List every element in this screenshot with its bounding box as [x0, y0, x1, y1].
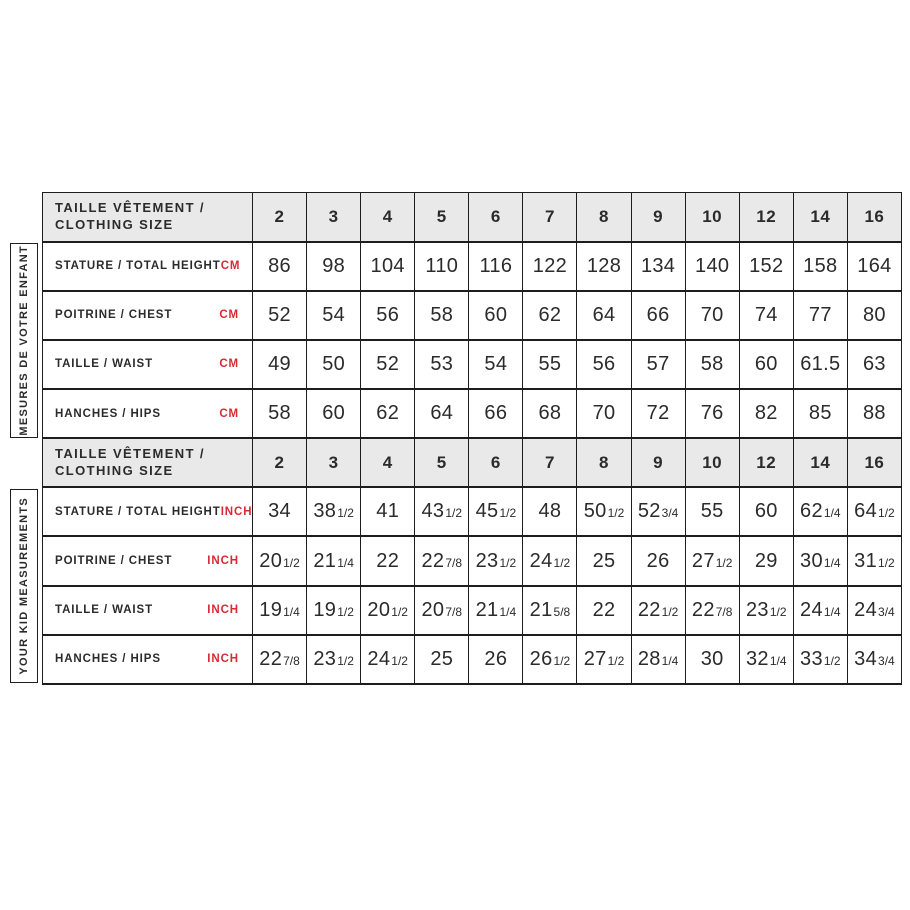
size-header-cell: 12 — [739, 193, 793, 242]
size-header-cell: 4 — [361, 438, 415, 487]
value-cell: 227/8 — [253, 635, 307, 684]
value-cell: 221/2 — [631, 586, 685, 635]
value-cell: 58 — [253, 389, 307, 438]
value-cell: 451/2 — [469, 487, 523, 536]
measure-label: STATURE / TOTAL HEIGHT — [55, 505, 221, 518]
measure-row — [43, 635, 902, 684]
value-cell: 30 — [685, 635, 739, 684]
header-label-line: CLOTHING SIZE — [55, 216, 174, 232]
value-cell: 331/2 — [793, 635, 847, 684]
value-cell: 523/4 — [631, 487, 685, 536]
value-cell: 55 — [523, 340, 577, 389]
value-cell: 207/8 — [415, 586, 469, 635]
measure-label: HANCHES / HIPS — [55, 407, 161, 420]
size-header-cell: 2 — [253, 193, 307, 242]
value-cell: 122 — [523, 242, 577, 291]
measure-label: TAILLE / WAIST — [55, 358, 153, 371]
value-cell: 191/2 — [307, 586, 361, 635]
value-cell: 201/2 — [361, 586, 415, 635]
measure-label-cell — [43, 536, 253, 585]
clothing-size-header-cell — [43, 193, 253, 242]
measure-label-wrap — [43, 604, 252, 616]
measure-row — [43, 242, 902, 291]
header-label-line: CLOTHING SIZE — [55, 462, 174, 478]
value-cell: 227/8 — [685, 586, 739, 635]
measure-label: STATURE / TOTAL HEIGHT — [55, 260, 221, 273]
cm-section-side-box — [10, 243, 38, 438]
value-cell: 431/2 — [415, 487, 469, 536]
value-cell: 22 — [577, 586, 631, 635]
unit-label: INCH — [220, 505, 253, 518]
value-cell: 231/2 — [739, 586, 793, 635]
measure-label-cell — [43, 389, 253, 438]
value-cell: 76 — [685, 389, 739, 438]
measure-label-cell — [43, 586, 253, 635]
value-cell: 381/2 — [307, 487, 361, 536]
value-cell: 311/2 — [847, 536, 901, 585]
header-label-line: TAILLE VÊTEMENT / — [55, 199, 205, 215]
value-cell: 57 — [631, 340, 685, 389]
value-cell: 215/8 — [523, 586, 577, 635]
value-cell: 74 — [739, 291, 793, 340]
value-cell: 58 — [685, 340, 739, 389]
value-cell: 25 — [577, 536, 631, 585]
measure-label: POITRINE / CHEST — [55, 555, 173, 568]
value-cell: 158 — [793, 242, 847, 291]
value-cell: 116 — [469, 242, 523, 291]
value-cell: 26 — [469, 635, 523, 684]
value-cell: 241/4 — [793, 586, 847, 635]
value-cell: 80 — [847, 291, 901, 340]
value-cell: 49 — [253, 340, 307, 389]
value-cell: 55 — [685, 487, 739, 536]
inch-section-side-label: YOUR KID MEASUREMENTS — [18, 497, 30, 675]
measure-row — [43, 340, 902, 389]
size-header-cell: 10 — [685, 193, 739, 242]
measure-label-cell — [43, 635, 253, 684]
size-header-cell: 6 — [469, 193, 523, 242]
size-header-cell: 7 — [523, 193, 577, 242]
size-header-cell: 3 — [307, 438, 361, 487]
value-cell: 86 — [253, 242, 307, 291]
value-cell: 501/2 — [577, 487, 631, 536]
unit-label: CM — [219, 358, 239, 371]
unit-label: INCH — [207, 604, 239, 617]
value-cell: 128 — [577, 242, 631, 291]
value-cell: 104 — [361, 242, 415, 291]
measure-label: POITRINE / CHEST — [55, 309, 173, 322]
value-cell: 321/4 — [739, 635, 793, 684]
value-cell: 64 — [577, 291, 631, 340]
size-header-cell: 14 — [793, 438, 847, 487]
measure-label-wrap — [43, 358, 252, 370]
value-cell: 164 — [847, 242, 901, 291]
measure-label-wrap — [43, 408, 252, 420]
size-header-cell: 12 — [739, 438, 793, 487]
value-cell: 22 — [361, 536, 415, 585]
measure-label-cell — [43, 340, 253, 389]
value-cell: 211/4 — [469, 586, 523, 635]
size-table — [42, 192, 902, 685]
value-cell: 66 — [469, 389, 523, 438]
measure-label: HANCHES / HIPS — [55, 653, 161, 666]
unit-label: INCH — [207, 555, 239, 568]
value-cell: 191/4 — [253, 586, 307, 635]
value-cell: 63 — [847, 340, 901, 389]
value-cell: 241/2 — [361, 635, 415, 684]
value-cell: 58 — [415, 291, 469, 340]
value-cell: 72 — [631, 389, 685, 438]
value-cell: 281/4 — [631, 635, 685, 684]
value-cell: 62 — [523, 291, 577, 340]
size-header-row — [43, 438, 902, 487]
size-header-cell: 2 — [253, 438, 307, 487]
value-cell: 231/2 — [307, 635, 361, 684]
value-cell: 34 — [253, 487, 307, 536]
value-cell: 88 — [847, 389, 901, 438]
inch-section-side-box — [10, 489, 38, 683]
size-header-cell: 8 — [577, 438, 631, 487]
cm-section-side-label: MESURES DE VOTRE ENFANT — [18, 245, 30, 436]
value-cell: 70 — [577, 389, 631, 438]
size-header-row — [43, 193, 902, 242]
size-header-cell: 3 — [307, 193, 361, 242]
value-cell: 48 — [523, 487, 577, 536]
value-cell: 110 — [415, 242, 469, 291]
value-cell: 54 — [307, 291, 361, 340]
value-cell: 61.5 — [793, 340, 847, 389]
measure-row — [43, 487, 902, 536]
value-cell: 271/2 — [577, 635, 631, 684]
value-cell: 261/2 — [523, 635, 577, 684]
value-cell: 140 — [685, 242, 739, 291]
value-cell: 60 — [307, 389, 361, 438]
value-cell: 41 — [361, 487, 415, 536]
value-cell: 70 — [685, 291, 739, 340]
measure-row — [43, 536, 902, 585]
clothing-size-header-label — [43, 446, 252, 480]
value-cell: 301/4 — [793, 536, 847, 585]
value-cell: 243/4 — [847, 586, 901, 635]
size-table-body — [43, 193, 902, 685]
measure-label-wrap — [43, 309, 252, 321]
measure-label: TAILLE / WAIST — [55, 604, 153, 617]
value-cell: 25 — [415, 635, 469, 684]
size-header-cell: 16 — [847, 193, 901, 242]
value-cell: 98 — [307, 242, 361, 291]
value-cell: 227/8 — [415, 536, 469, 585]
value-cell: 62 — [361, 389, 415, 438]
size-header-cell: 7 — [523, 438, 577, 487]
value-cell: 271/2 — [685, 536, 739, 585]
value-cell: 343/4 — [847, 635, 901, 684]
value-cell: 134 — [631, 242, 685, 291]
measure-label-wrap — [43, 260, 252, 272]
size-header-cell: 14 — [793, 193, 847, 242]
value-cell: 60 — [739, 487, 793, 536]
value-cell: 56 — [361, 291, 415, 340]
measure-label-cell — [43, 291, 253, 340]
size-header-cell: 9 — [631, 193, 685, 242]
value-cell: 241/2 — [523, 536, 577, 585]
measure-row — [43, 586, 902, 635]
size-header-cell: 16 — [847, 438, 901, 487]
value-cell: 66 — [631, 291, 685, 340]
value-cell: 231/2 — [469, 536, 523, 585]
value-cell: 60 — [469, 291, 523, 340]
value-cell: 26 — [631, 536, 685, 585]
value-cell: 54 — [469, 340, 523, 389]
size-header-cell: 5 — [415, 438, 469, 487]
value-cell: 77 — [793, 291, 847, 340]
value-cell: 56 — [577, 340, 631, 389]
value-cell: 50 — [307, 340, 361, 389]
unit-label: CM — [219, 309, 239, 322]
value-cell: 60 — [739, 340, 793, 389]
measure-label-cell — [43, 242, 253, 291]
unit-label: CM — [220, 260, 241, 273]
measure-label-wrap — [43, 653, 252, 665]
size-header-cell: 6 — [469, 438, 523, 487]
value-cell: 211/4 — [307, 536, 361, 585]
size-header-cell: 8 — [577, 193, 631, 242]
clothing-size-header-label — [43, 200, 252, 234]
value-cell: 85 — [793, 389, 847, 438]
value-cell: 152 — [739, 242, 793, 291]
measure-label-wrap — [43, 506, 252, 518]
size-header-cell: 10 — [685, 438, 739, 487]
unit-label: CM — [219, 407, 239, 420]
value-cell: 82 — [739, 389, 793, 438]
measure-row — [43, 291, 902, 340]
value-cell: 52 — [361, 340, 415, 389]
measure-row — [43, 389, 902, 438]
value-cell: 201/2 — [253, 536, 307, 585]
size-header-cell: 5 — [415, 193, 469, 242]
value-cell: 621/4 — [793, 487, 847, 536]
measure-label-cell — [43, 487, 253, 536]
size-header-cell: 4 — [361, 193, 415, 242]
value-cell: 53 — [415, 340, 469, 389]
value-cell: 68 — [523, 389, 577, 438]
clothing-size-header-cell — [43, 438, 253, 487]
measure-label-wrap — [43, 555, 252, 567]
value-cell: 52 — [253, 291, 307, 340]
value-cell: 64 — [415, 389, 469, 438]
header-label-line: TAILLE VÊTEMENT / — [55, 445, 205, 461]
value-cell: 641/2 — [847, 487, 901, 536]
value-cell: 29 — [739, 536, 793, 585]
unit-label: INCH — [207, 653, 239, 666]
size-header-cell: 9 — [631, 438, 685, 487]
